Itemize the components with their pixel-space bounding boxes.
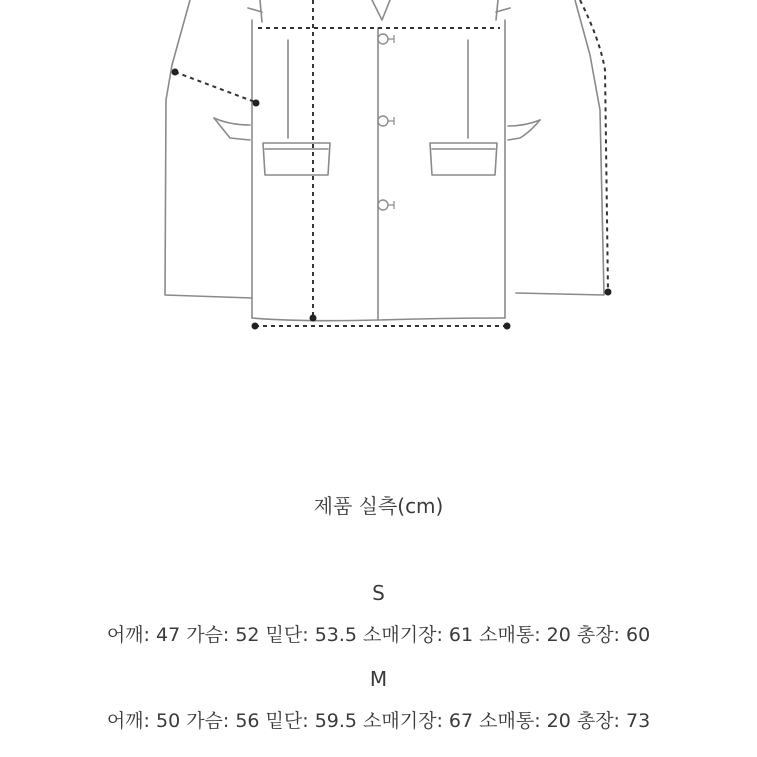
buttons [378,34,388,210]
measurements-size-s: 어깨: 47 가슴: 52 밑단: 53.5 소매기장: 61 소매통: 20 총장: 60 [106,624,651,646]
measurement-lines [175,0,608,326]
measurements-size-m: 어깨: 50 가슴: 56 밑단: 59.5 소매기장: 67 소매통: 20 총장: 73 [106,710,651,732]
measurement-title: 제품 실측(cm) [313,494,444,518]
sleeve-length-line [580,0,608,292]
button-2 [378,116,388,126]
button-3 [378,200,388,210]
jacket-measurement-diagram [0,0,757,340]
measurement-dots [172,69,612,330]
size-label-s: S [372,581,385,605]
size-label-m: M [369,667,388,691]
sleeve-width-line [175,72,255,102]
button-1 [378,34,388,44]
jacket-outline [165,0,604,321]
